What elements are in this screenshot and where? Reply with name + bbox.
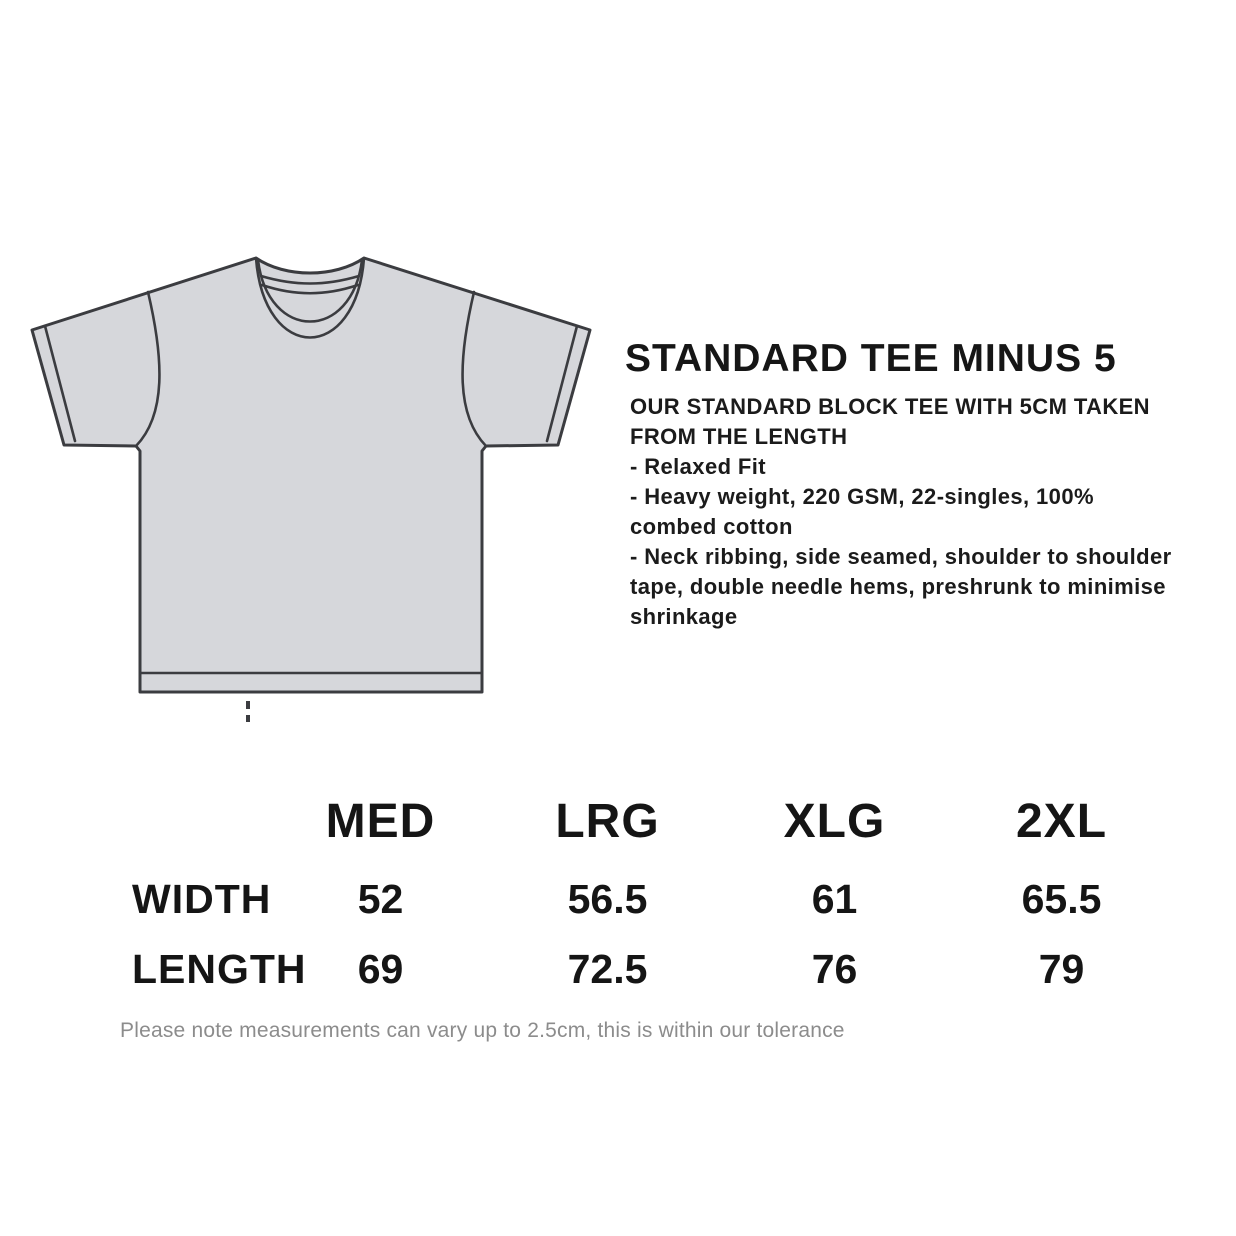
length-value-2xl: 79 bbox=[1038, 946, 1085, 992]
size-column-header: LRG bbox=[555, 795, 660, 848]
description-line: combed cotton bbox=[630, 514, 793, 539]
description-line: - Heavy weight, 220 GSM, 22-singles, 100% bbox=[630, 484, 1094, 509]
table-corner-cell bbox=[132, 798, 267, 879]
width-value-lrg: 56.5 bbox=[567, 876, 648, 922]
tshirt-illustration bbox=[0, 230, 622, 730]
row-label-length: LENGTH bbox=[132, 946, 307, 992]
width-value-xlg: 61 bbox=[811, 876, 858, 922]
product-title: STANDARD TEE MINUS 5 bbox=[625, 337, 1117, 380]
size-column-header: 2XL bbox=[1015, 795, 1108, 848]
size-chart-table bbox=[132, 795, 1175, 992]
row-label-width: WIDTH bbox=[132, 876, 272, 922]
description-line: OUR STANDARD BLOCK TEE WITH 5CM TAKEN bbox=[630, 394, 1150, 419]
length-value-lrg: 72.5 bbox=[567, 946, 648, 992]
width-value-med: 52 bbox=[357, 876, 404, 922]
size-column-header: XLG bbox=[783, 795, 886, 848]
description-line: tape, double needle hems, preshrunk to minimise bbox=[630, 574, 1166, 599]
width-value-2xl: 65.5 bbox=[1021, 876, 1102, 922]
product-info bbox=[625, 339, 1200, 632]
tolerance-note: Please note measurements can vary up to 2.5cm, this is within our tolerance bbox=[120, 1019, 845, 1042]
description-line: - Neck ribbing, side seamed, shoulder to shoulder bbox=[630, 544, 1172, 569]
length-value-med: 69 bbox=[357, 946, 404, 992]
product-description bbox=[625, 392, 1200, 632]
length-value-xlg: 76 bbox=[811, 946, 858, 992]
description-line: - Relaxed Fit bbox=[630, 454, 767, 479]
description-line: FROM THE LENGTH bbox=[630, 424, 848, 449]
description-line: shrinkage bbox=[630, 604, 738, 629]
tshirt-body-silhouette bbox=[32, 258, 590, 692]
size-column-header: MED bbox=[325, 795, 436, 848]
